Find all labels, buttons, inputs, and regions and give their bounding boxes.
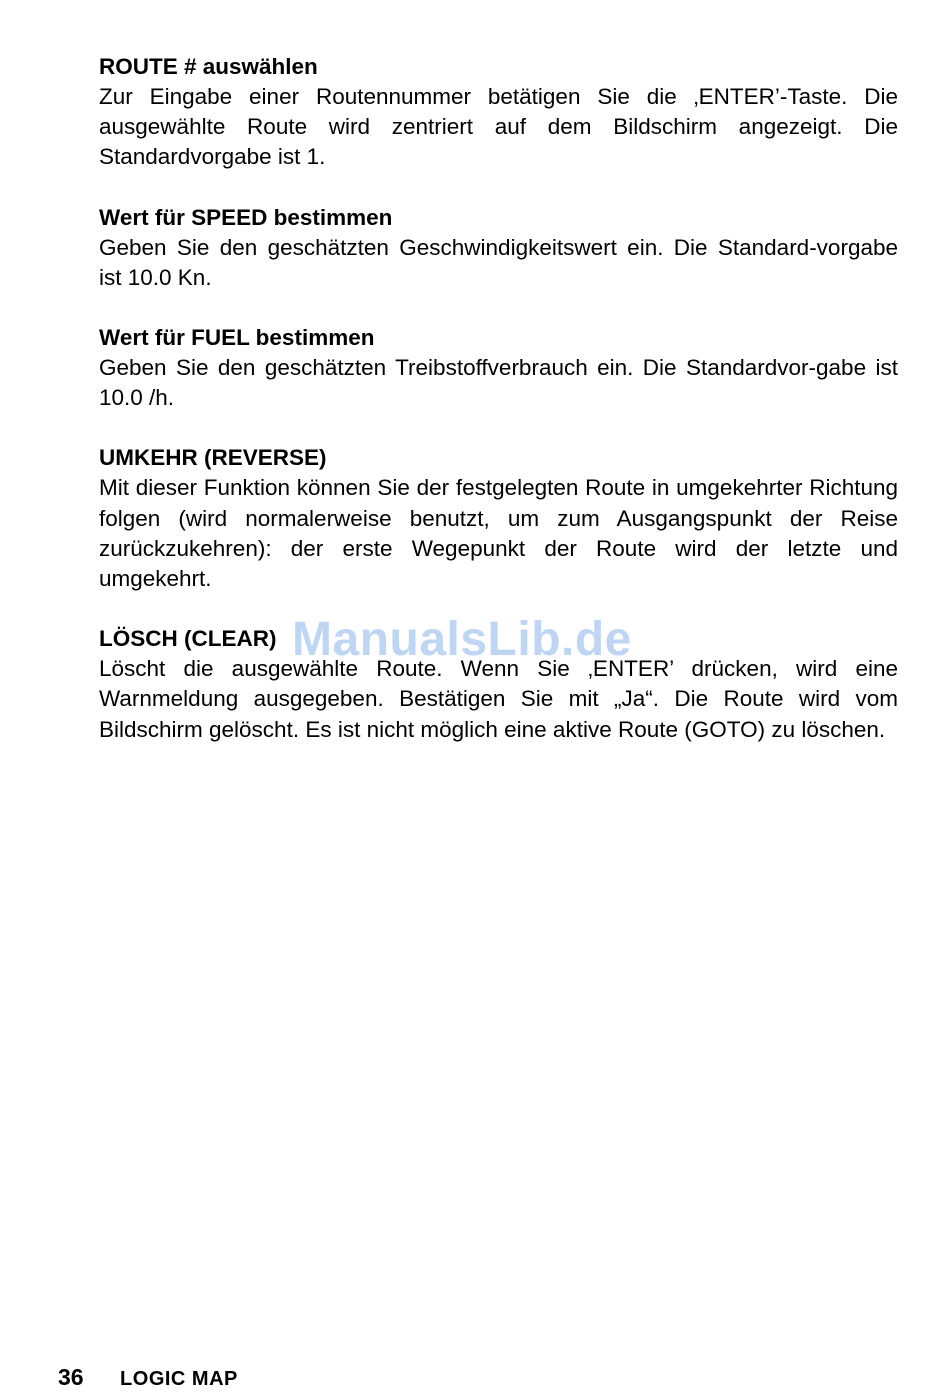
page-footer	[58, 1364, 238, 1394]
footer-title: LOGIC MAP	[120, 1368, 238, 1390]
section-reverse	[99, 443, 898, 594]
section-heading: UMKEHR (REVERSE)	[99, 445, 327, 471]
section-body: Geben Sie den geschätzten Geschwindigkeitswert ein. Die Standard-vorgabe ist 10.0 Kn.	[99, 234, 898, 290]
section-route-select	[99, 52, 898, 173]
section-body: Geben Sie den geschätzten Treibstoffverbrauch ein. Die Standardvor-gabe ist 10.0 /h.	[99, 355, 898, 411]
watermark: ManualsLib.de	[292, 613, 632, 666]
page-number: 36	[58, 1364, 84, 1390]
section-body: Zur Eingabe einer Routennummer betätigen Sie die ‚ENTER’-Taste. Die ausgewählte Route wird zentriert auf dem Bildschirm angezeigt. Die Standardvorgabe ist 1.	[99, 84, 898, 170]
section-body: Löscht die ausgewählte Route. Wenn Sie ‚ENTER’ drücken, wird eine Warnmeldung ausgegeben. Bestätigen Sie mit „Ja“. Die Route wird vom Bildschirm gelöscht. Es ist nicht möglich eine aktive Route (GOTO) zu löschen.	[99, 656, 898, 742]
section-heading: Wert für FUEL bestimmen	[99, 325, 375, 351]
page-content	[99, 52, 898, 775]
section-heading: Wert für SPEED bestimmen	[99, 204, 393, 230]
section-fuel	[99, 323, 898, 413]
section-body: Mit dieser Funktion können Sie der festgelegten Route in umgekehrter Richtung folgen (wird normalerweise benutzt, um zum Ausgangspunkt der Reise zurückzukehren): der erste Wegepunkt der Route wird der letzte und umgekehrt.	[99, 475, 898, 592]
section-speed	[99, 203, 898, 293]
section-heading: ROUTE # auswählen	[99, 54, 318, 79]
section-clear	[99, 624, 898, 745]
section-heading: LÖSCH (CLEAR)	[99, 626, 277, 652]
